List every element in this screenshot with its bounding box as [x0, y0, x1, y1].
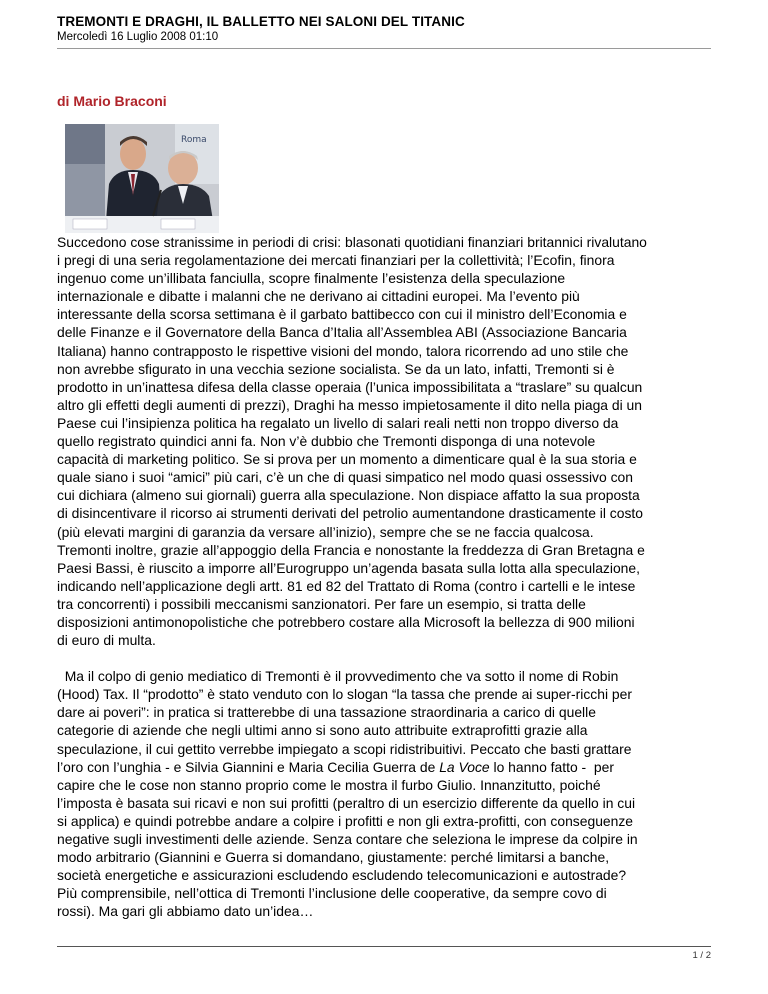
text-line: Italiana) hanno contrapposto le rispettive visioni del mondo, talora ricorrendo ad uno stile che — [57, 342, 629, 359]
text-line: (Hood) Tax. Il “prodotto” è stato venduto con lo slogan “la tassa che prende ai super-ricchi per — [57, 686, 632, 703]
paragraph-1 — [57, 233, 717, 649]
footer-divider — [57, 946, 711, 947]
text-line: si applica) e quindi potrebbe andare a colpire i profitti e non gli extra-profitti, con conseguenze — [57, 812, 634, 829]
text-line: Succedono cose stranissime in periodi di crisi: blasonati quotidiani finanziari britannici rivalutano — [57, 234, 647, 250]
author-byline: di Mario Braconi — [57, 93, 167, 109]
text-line: rossi). Ma gari gli abbiamo dato un’idea… — [57, 903, 314, 920]
text-line: capacità di marketing politico. Se si prova per un momento a dimenticare qual è la sua storia e — [57, 451, 637, 468]
text-line: quello registrato quindici anni fa. Non v’è dubbio che Tremonti disponga di una notevole — [57, 433, 596, 450]
text-line: internazionale e dibatte i malanni che ne derivano ai cittadini europei. Ma l’evento più — [57, 288, 580, 305]
text-line: i pregi di una seria regolamentazione dei mercati finanziari per la collettività; l’Ecofin, finora — [57, 252, 615, 269]
text-line: ingenuo come un’illibata fanciulla, scopre finalmente l’esistenza della speculazione — [57, 270, 566, 287]
text-line: Paese cui l’insipienza politica ha regalato un livello di salari reali netti non troppo diverso da — [57, 414, 619, 431]
text-fragment: l’oro con l’unghia - e Silvia Giannini e Maria Cecilia Guerra de — [57, 758, 440, 775]
text-line: l’imposta è basata sui ricavi e non sui profitti (peraltro di un esercizio differente da quello in cui — [57, 794, 636, 811]
text-line: interessante della scorsa settimana è il garbato battibecco con cui il ministro dell’Economia e — [57, 306, 627, 323]
text-line: quale siano i suoi “amici” più cari, c’è un che di quasi simpatico nel modo quasi ossessivo con — [57, 469, 633, 486]
text-line: categorie di aziende che negli ultimi anno si sono auto attribuite extraprofitti grazie alla — [57, 722, 588, 739]
text-line: società energetiche e assicurazioni escludendo escludendo telecomunicazioni e autostrade? — [57, 867, 627, 884]
text-line: (più elevati margini di garanzia da versare all’inizio), sempre che se ne faccia qualcosa. — [57, 523, 594, 540]
photo-sign-text: Roma — [181, 135, 207, 145]
source-name: La Voce — [439, 758, 490, 775]
text-line: negative sugli investimenti delle aziende. Senza contare che seleziona le imprese da colpire in — [57, 831, 638, 847]
text-fragment: lo hanno fatto - per — [489, 758, 614, 775]
text-line: modo arbitrario (Giannini e Guerra si domandano, giustamente: perché limitarsi a banche, — [57, 849, 610, 866]
text-line: di euro di multa. — [57, 632, 156, 649]
paragraph-2 — [57, 667, 717, 920]
text-line — [57, 758, 717, 776]
text-line: speculazione, il cui gettito verrebbe impiegato a scopi ridistribuitivi. Peccato che basti grattare — [57, 740, 632, 757]
article-body — [57, 233, 717, 920]
text-line: tra concorrenti) i possibili meccanismi sanzionatori. Per fare un esempio, si tratta delle — [57, 595, 586, 612]
text-line: Ma il colpo di genio mediatico di Tremonti è il provvedimento che va sotto il nome di Robin — [57, 668, 619, 685]
text-line: prodotto in un’inattesa difesa della classe operaia (l’unica impossibilitata a “traslare” su qualcun — [57, 378, 643, 395]
text-line: altro gli effetti degli aumenti di prezzi), Draghi ha messo impietosamente il dito nella piaga di un — [57, 396, 643, 413]
text-line: Tremonti inoltre, grazie all’appoggio della Francia e nonostante la freddezza di Gran Bretagna e — [57, 541, 645, 558]
text-line: capire che le cose non stanno proprio come le mostra il furbo Giulio. Innanzitutto, poiché — [57, 776, 601, 793]
article-header — [57, 14, 711, 44]
text-line: dare ai poveri”: in pratica si tratterebbe di una tassazione straordinaria a carico di quelle — [57, 704, 596, 721]
text-line: indicando nell’applicazione degli artt. 81 ed 82 del Trattato di Roma (contro i cartelli e le intese — [57, 577, 636, 594]
text-line: di disincentivare il ricorso ai strumenti derivati del petrolio aumentandone drasticamente il costo — [57, 505, 644, 522]
text-line: cui dichiara (almeno sui giornali) guerra alla speculazione. Non dispiace affatto la sua proposta — [57, 487, 640, 504]
header-divider — [57, 48, 711, 49]
article-photo — [65, 124, 219, 233]
text-line: Più comprensibile, nell’ottica di Tremonti l’inclusione delle cooperative, da sempre covo di — [57, 885, 607, 902]
text-line: non avrebbe sfigurato in una vecchia sezione socialista. Se da un lato, infatti, Tremonti si è — [57, 360, 615, 377]
publish-date: Mercoledì 16 Luglio 2008 01:10 — [57, 31, 219, 43]
article-title: TREMONTI E DRAGHI, IL BALLETTO NEI SALONI DEL TITANIC — [57, 14, 465, 29]
text-line: Paesi Bassi, è riuscito a imporre all’Eurogruppo un’agenda basata sulla lotta alla speculazione, — [57, 559, 640, 576]
text-line: delle Finanze e il Governatore della Banca d’Italia all’Assemblea ABI (Associazione Bancaria — [57, 324, 627, 341]
text-line: disposizioni antimonopolistiche che potrebbero costare alla Microsoft la bellezza di 900 milioni — [57, 613, 635, 630]
page-number: 1 / 2 — [692, 950, 711, 961]
